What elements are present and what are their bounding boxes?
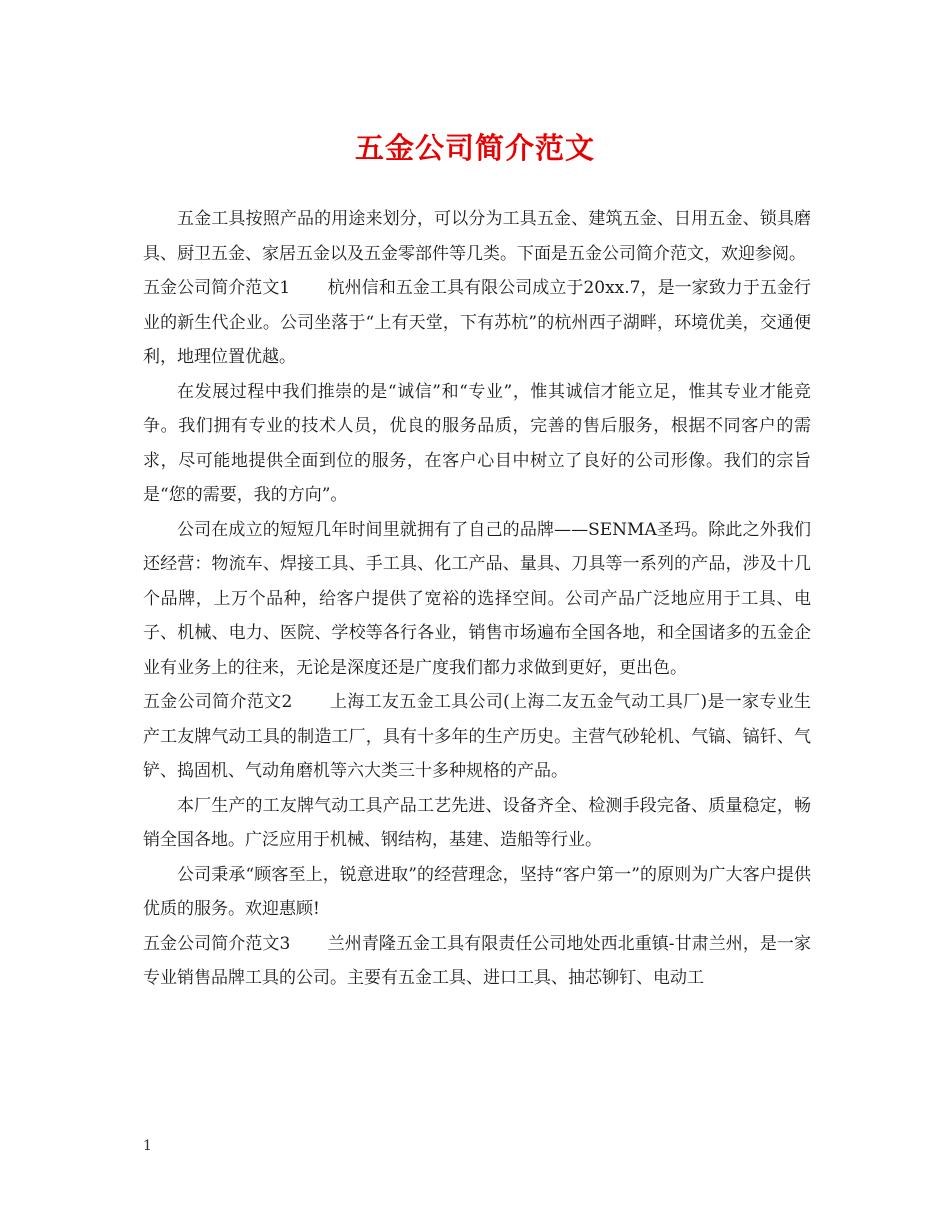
page-number: 1 bbox=[143, 1138, 152, 1154]
section-1-paragraph-1: 杭州信和五金工具有限公司成立于20xx.7，是一家致力于五金行业的新生代企业。公司坐落于“上有天堂，下有苏杭”的杭州西子湖畔，环境优美，交通便利，地理位置优越。 bbox=[143, 278, 811, 367]
section-2-label: 五金公司简介范文2 bbox=[143, 692, 293, 712]
intro-paragraph: 五金工具按照产品的用途来划分，可以分为工具五金、建筑五金、日用五金、锁具磨具、厨卫五金、家居五金以及五金零部件等几类。下面是五金公司简介范文，欢迎参阅。 bbox=[143, 209, 811, 264]
section-1-paragraph-3: 公司在成立的短短几年时间里就拥有了自己的品牌——SENMA圣玛。除此之外我们还经营：物流车、焊接工具、手工具、化工产品、量具、刀具等一系列的产品，涉及十几个品牌，上万个品种，给客户提供了宽裕的选择空间。公司产品广泛地应用于工具、电子、机械、电力、医院、学校等各行各业，销售市场遍布全国各地，和全国诸多的五金企业有业务上的往来，无论是深度还是广度我们都力求做到更好，更出色。 bbox=[143, 519, 811, 678]
section-1-label: 五金公司简介范文1 bbox=[143, 278, 291, 298]
section-2-paragraph-2: 本厂生产的工友牌气动工具产品工艺先进、设备齐全、检测手段完备、质量稳定，畅销全国各地。广泛应用于机械、钢结构，基建、造船等行业。 bbox=[143, 795, 811, 850]
section-3-paragraph-1: 兰州青隆五金工具有限责任公司地处西北重镇-甘肃兰州，是一家专业销售品牌工具的公司。主要有五金工具、进口工具、抽芯铆钉、电动工 bbox=[143, 933, 811, 988]
document-title: 五金公司简介范文 bbox=[354, 131, 595, 165]
document-body bbox=[143, 202, 811, 996]
section-2-first-paragraph bbox=[143, 685, 811, 789]
section-1-first-paragraph bbox=[143, 271, 811, 375]
section-3-label: 五金公司简介范文3 bbox=[143, 933, 291, 954]
section-2-paragraph-1: 上海工友五金工具公司(上海二友五金气动工具厂)是一家专业生产工友牌气动工具的制造工厂，具有十多年的生产历史。主营气砂轮机、气镐、镐钎、气铲、捣固机、气动角磨机等六大类三十多种规格的产品。 bbox=[143, 692, 811, 781]
section-1-paragraph-2: 在发展过程中我们推崇的是“诚信”和“专业”，惟其诚信才能立足，惟其专业才能竞争。我们拥有专业的技术人员，优良的服务品质，完善的售后服务，根据不同客户的需求，尽可能地提供全面到位的服务，在客户心目中树立了良好的公司形像。我们的宗旨是“您的需要，我的方向”。 bbox=[143, 381, 811, 505]
section-2-paragraph-3: 公司秉承“顾客至上，锐意进取”的经营理念，坚持“客户第一”的原则为广大客户提供优质的服务。欢迎惠顾! bbox=[143, 864, 811, 919]
section-3-first-paragraph bbox=[143, 927, 811, 996]
